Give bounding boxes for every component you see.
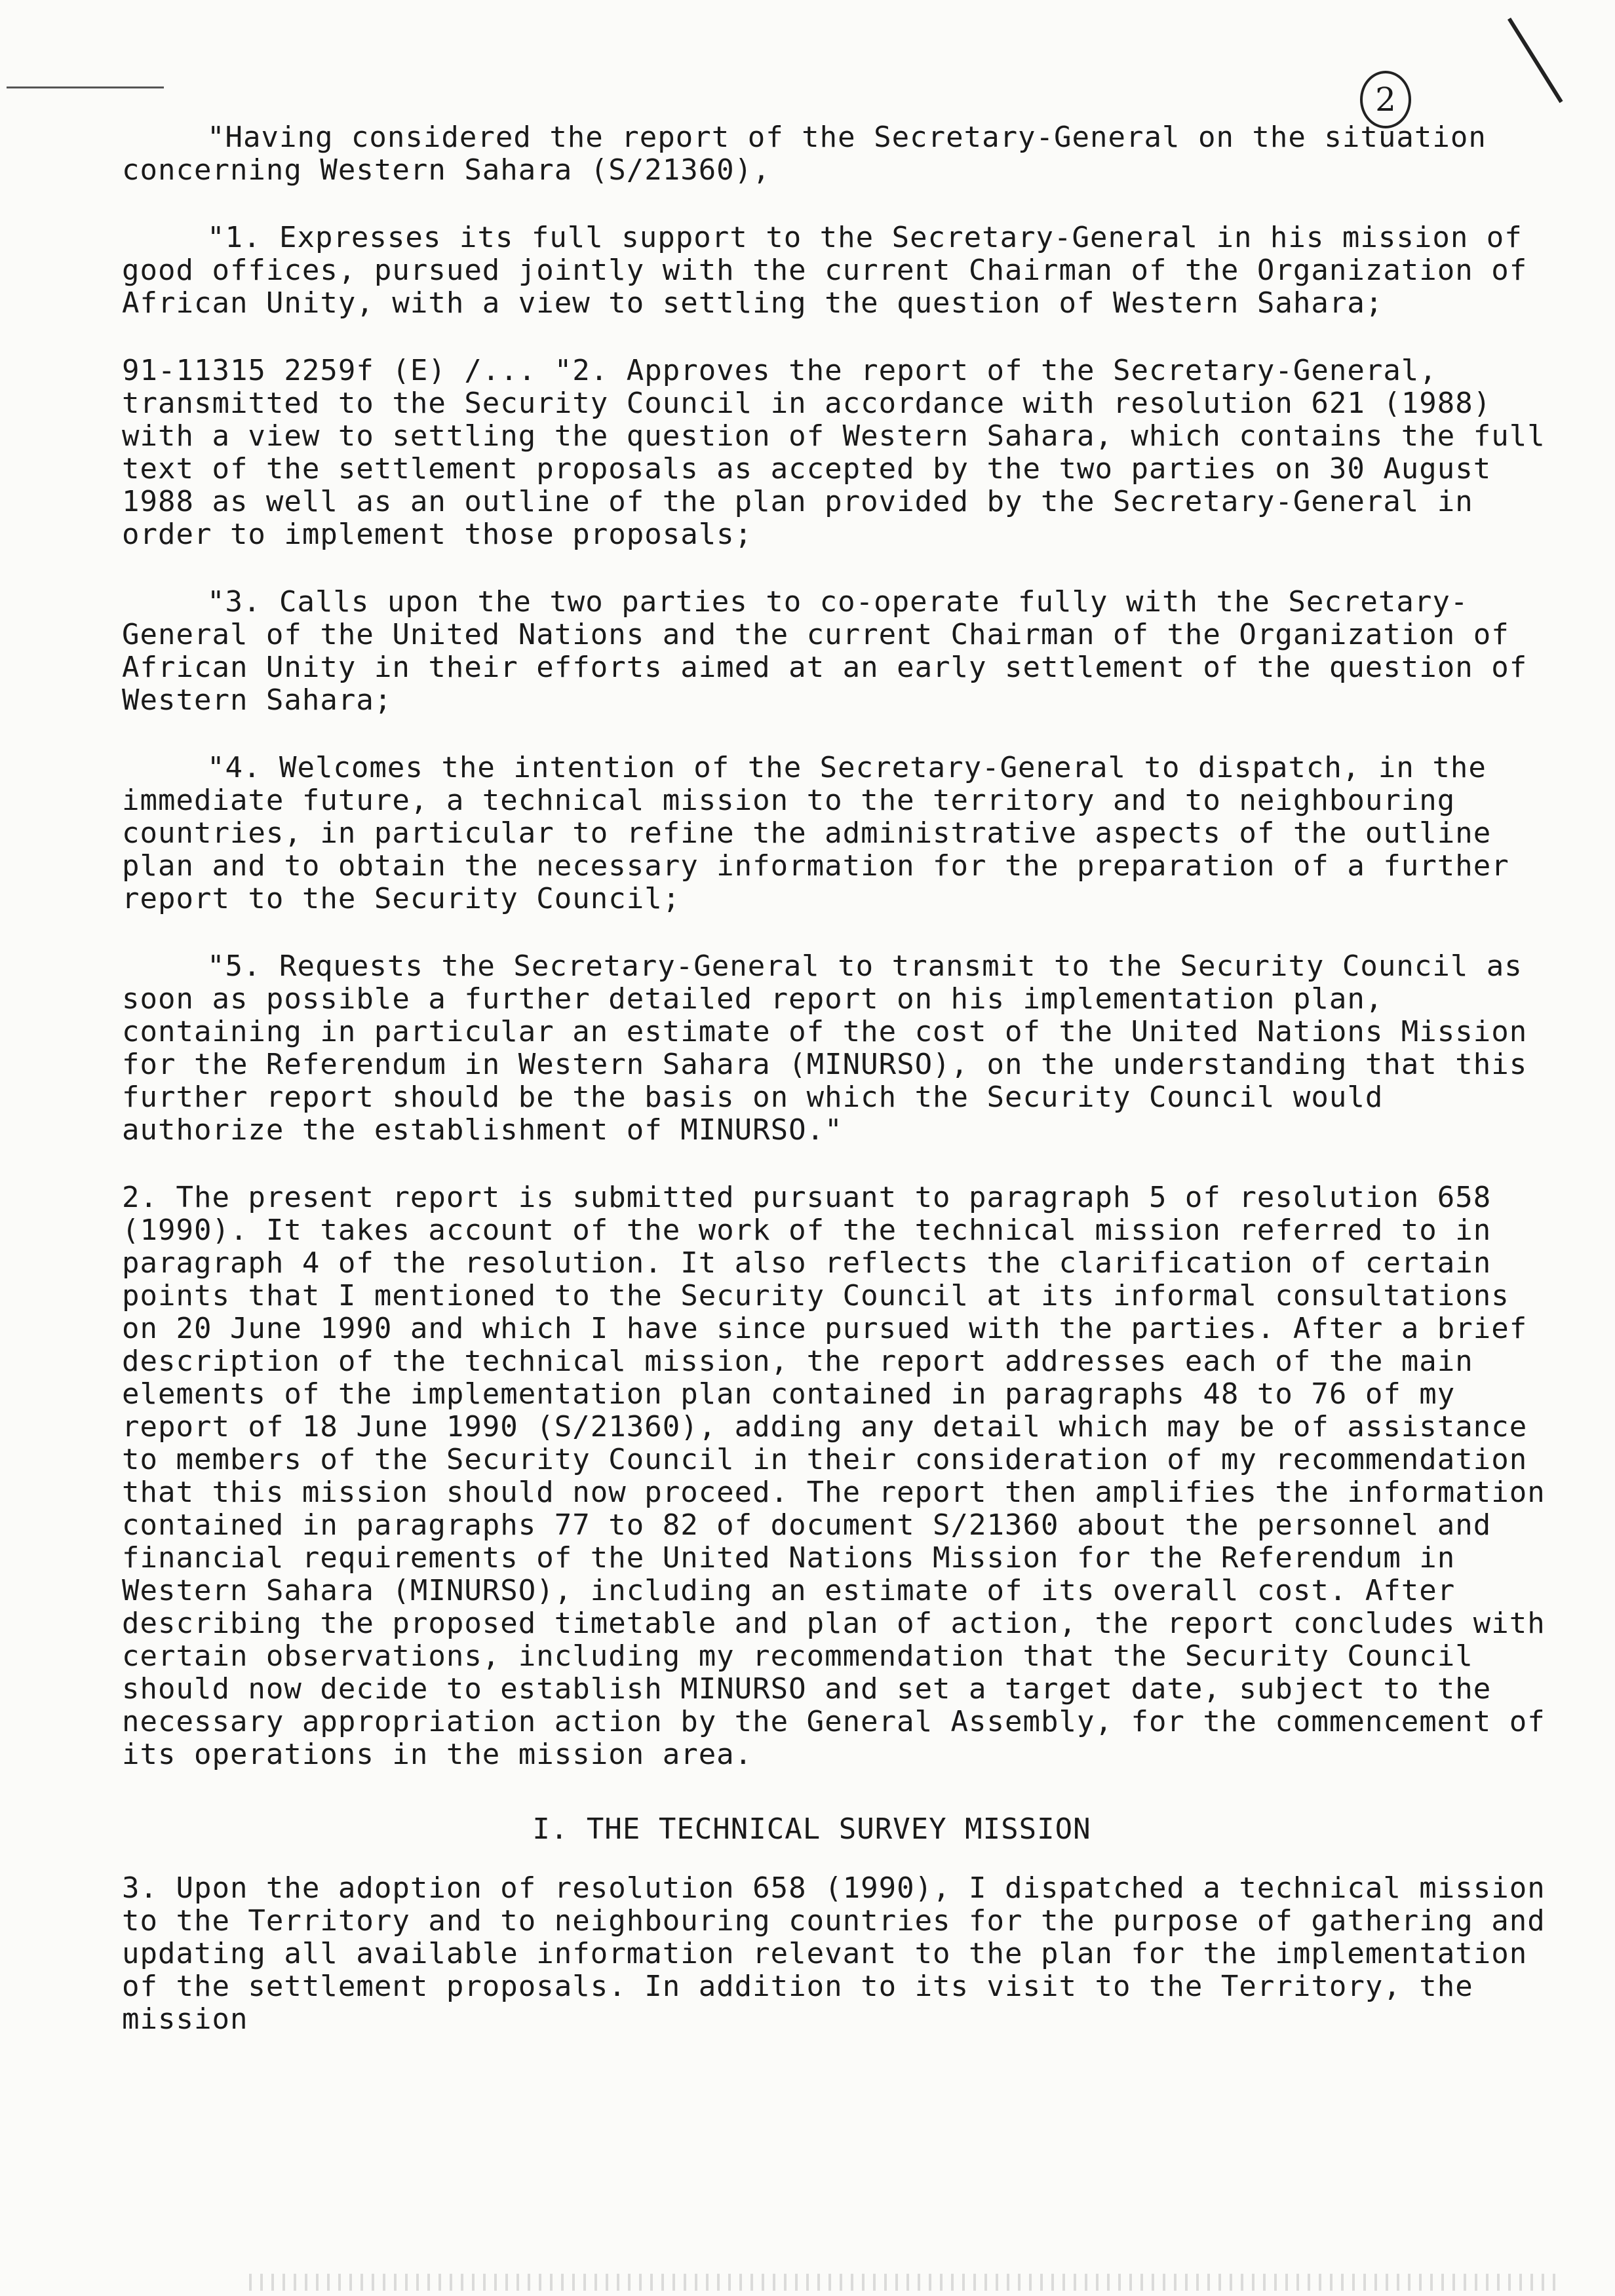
resolution-paragraph-1: "1. Expresses its full support to the Secretary-General in his mission of good offices, pursued jointly with the current Chairman of the Organization of African Unity, with a view to settling the question of Western Sahara; xyxy=(122,221,1546,320)
scan-noise-bottom xyxy=(249,2274,1560,2291)
handwritten-page-number: 2 xyxy=(1360,71,1411,128)
document-body xyxy=(122,121,1564,2071)
resolution-paragraph-2: 91-11315 2259f (E) /... "2. Approves the report of the Secretary-General, transmitted to the Security Council in accordance with resolution 621 (1988) with a view to settling the question of Western Sahara, which contains the full text of the settlement proposals as accepted by the two parties on 30 August 1988 as well as an outline of the plan provided by the Secretary-General in order to implement those proposals; xyxy=(122,354,1564,551)
preamble-paragraph: "Having considered the report of the Secretary-General on the situation concerning Western Sahara (S/21360), xyxy=(122,121,1505,187)
report-paragraph-3: 3. Upon the adoption of resolution 658 (1990), I dispatched a technical mission to the Territory and to neighbouring countries for the purpose of gathering and updating all available information relevant to the plan for the implementation of the settlement proposals. In addition to its visit to the Territory, the mission xyxy=(122,1871,1564,2036)
section-heading: I. THE TECHNICAL SURVEY MISSION xyxy=(532,1812,1091,1846)
resolution-paragraph-3: "3. Calls upon the two parties to co-operate fully with the Secretary-General of the United Nations and the current Chairman of the Organization of African Unity in their efforts aimed at an early settlement of the question of Western Sahara; xyxy=(122,585,1546,717)
resolution-paragraph-4: "4. Welcomes the intention of the Secretary-General to dispatch, in the immediate future, a technical mission to the territory and to neighbouring countries, in particular to refine the administrative aspects of the outline plan and to obtain the necessary information for the preparation of a further report to the Security Council; xyxy=(122,751,1528,915)
resolution-paragraph-5: "5. Requests the Secretary-General to transmit to the Security Council as soon as possible a further detailed report on his implementation plan, containing in particular an estimate of the cost of the United Nations Mission for the Referendum in Western Sahara (MINURSO), on the understanding that this further report should be the basis on which the Security Council would authorize the establishment of MINURSO." xyxy=(122,949,1546,1147)
report-paragraph-2: 2. The present report is submitted pursuant to paragraph 5 of resolution 658 (1990). It takes account of the work of the technical mission referred to in paragraph 4 of the resolution. It also reflects the clarification of certain points that I mentioned to the Security Council at its informal consultations on 20 June 1990 and which I have since pursued with the parties. After a brief description of the technical mission, the report addresses each of the main elements of the implementation plan contained in paragraphs 48 to 76 of my report of 18 June 1990 (S/21360), adding any detail which may be of assistance to members of the Security Council in their consideration of my recommendation that this mission should now proceed. The report then amplifies the information contained in paragraphs 77 to 82 of document S/21360 about the personnel and financial requirements of the United Nations Mission for the Referendum in Western Sahara (MINURSO), including an estimate of its overall cost. After describing the proposed timetable and plan of action, the report concludes with certain observations, including my recommendation that the Security Council should now decide to establish MINURSO and set a target date, subject to the necessary appropriation action by the General Assembly, for the commencement of its operations in the mission area. xyxy=(122,1181,1564,1771)
scan-artifact-line xyxy=(7,86,164,88)
handwritten-slash-mark xyxy=(1508,18,1563,103)
